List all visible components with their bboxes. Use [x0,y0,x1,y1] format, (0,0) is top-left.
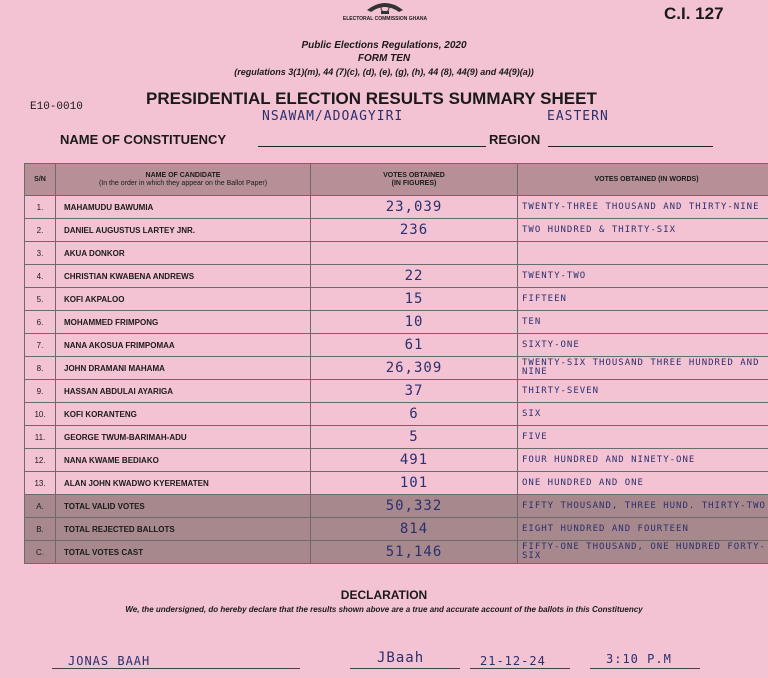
votes-figures: 50,332 [311,495,518,518]
votes-words: TEN [518,311,768,334]
header-sn: S/N [25,164,56,196]
declaration-text: We, the undersigned, do hereby declare that the results shown above are a true and accurate account of the ballots in this Constituency [125,605,643,614]
votes-words [518,242,768,265]
header-name-label: NAME OF CANDIDATE [145,171,221,179]
header-figures-label: VOTES OBTAINED [383,171,445,179]
header-name-sub: (In the order in which they appear on the Ballot Paper) [98,179,268,187]
candidate-name: NANA KWAME BEDIAKO [56,449,311,472]
row-sn: 3. [25,242,56,265]
votes-figures: 23,039 [311,196,518,219]
declaration-time: 3:10 P.M [606,652,672,666]
header-figures [311,164,518,196]
declaration-date: 21-12-24 [480,654,546,668]
votes-figures: 15 [311,288,518,311]
candidate-name: TOTAL VOTES CAST [56,541,311,564]
total-row [25,495,768,518]
candidate-name: KOFI AKPALOO [56,288,311,311]
row-sn: 10. [25,403,56,426]
votes-figures [311,242,518,265]
candidate-name: KOFI KORANTENG [56,403,311,426]
signatory-name: JONAS BAAH [68,654,151,668]
candidate-name: MAHAMUDU BAWUMIA [56,196,311,219]
votes-figures: 6 [311,403,518,426]
time-line [590,668,700,669]
row-sn: 4. [25,265,56,288]
candidate-name: CHRISTIAN KWABENA ANDREWS [56,265,311,288]
votes-words: FIVE [518,426,768,449]
signature-line [350,668,460,669]
votes-figures: 236 [311,219,518,242]
regulation-refs: (regulations 3(1)(m), 44 (7)(c), (d), (e), (g), (h), 44 (8), 44(9) and 44(9)(a)) [234,67,534,77]
candidate-name: GEORGE TWUM-BARIMAH-ADU [56,426,311,449]
signature: JBaah [377,650,425,666]
coat-of-arms-icon [363,0,407,14]
row-sn: 12. [25,449,56,472]
votes-words: TWENTY-SIX THOUSAND THREE HUNDRED AND NINE [518,357,768,380]
date-line [470,668,570,669]
votes-words: EIGHT HUNDRED AND FOURTEEN [518,518,768,541]
candidate-name: MOHAMMED FRIMPONG [56,311,311,334]
votes-words: THIRTY-SEVEN [518,380,768,403]
candidate-name: TOTAL VALID VOTES [56,495,311,518]
row-sn: C. [25,541,56,564]
votes-words: ONE HUNDRED AND ONE [518,472,768,495]
table-row [25,334,768,357]
table-row [25,380,768,403]
row-sn: 6. [25,311,56,334]
votes-words: FIFTY-ONE THOUSAND, ONE HUNDRED FORTY-SIX [518,541,768,564]
table-row [25,403,768,426]
table-row [25,288,768,311]
row-sn: A. [25,495,56,518]
header-figures-sub: (IN FIGURES) [391,179,437,187]
votes-words: TWO HUNDRED & THIRTY-SIX [518,219,768,242]
votes-figures: 5 [311,426,518,449]
row-sn: 9. [25,380,56,403]
results-table [24,163,768,564]
constituency-value: NSAWAM/ADOAGYIRI [262,109,404,124]
votes-words: FOUR HUNDRED AND NINETY-ONE [518,449,768,472]
votes-figures: 491 [311,449,518,472]
total-rows [25,495,768,564]
candidate-name: AKUA DONKOR [56,242,311,265]
votes-figures: 37 [311,380,518,403]
votes-figures: 26,309 [311,357,518,380]
votes-words: FIFTY THOUSAND, THREE HUND. THIRTY-TWO [518,495,768,518]
row-sn: 1. [25,196,56,219]
candidate-name: JOHN DRAMANI MAHAMA [56,357,311,380]
form-code: C.I. 127 [664,4,724,23]
name-line [52,668,300,669]
votes-words: FIFTEEN [518,288,768,311]
candidate-name: DANIEL AUGUSTUS LARTEY JNR. [56,219,311,242]
candidate-name: HASSAN ABDULAI AYARIGA [56,380,311,403]
votes-words: SIXTY-ONE [518,334,768,357]
declaration-title: DECLARATION [340,588,428,602]
header-words: VOTES OBTAINED (IN WORDS) [518,164,768,196]
candidate-name: NANA AKOSUA FRIMPOMAA [56,334,311,357]
table-header-row [25,164,768,196]
region-value: EASTERN [547,109,609,124]
region-label: REGION [489,132,541,147]
votes-words: TWENTY-THREE THOUSAND AND THIRTY-NINE [518,196,768,219]
votes-figures: 814 [311,518,518,541]
candidate-rows [25,196,768,495]
table-row [25,219,768,242]
table-row [25,426,768,449]
row-sn: 7. [25,334,56,357]
constituency-line [258,146,486,147]
votes-words: SIX [518,403,768,426]
region-line [548,146,713,147]
votes-words: TWENTY-TWO [518,265,768,288]
form-name: FORM TEN [357,53,411,64]
regulation-title: Public Elections Regulations, 2020 [301,40,467,51]
total-row [25,541,768,564]
header-name [56,164,311,196]
row-sn: B. [25,518,56,541]
constituency-label: NAME OF CONSTITUENCY [60,132,227,147]
table-row [25,472,768,495]
row-sn: 13. [25,472,56,495]
votes-figures: 10 [311,311,518,334]
table-row [25,311,768,334]
sheet-code: E10-0010 [30,101,83,113]
votes-figures: 51,146 [311,541,518,564]
row-sn: 8. [25,357,56,380]
table-row [25,196,768,219]
commission-name: ELECTORAL COMMISSION GHANA [342,16,428,22]
row-sn: 5. [25,288,56,311]
candidate-name: ALAN JOHN KWADWO KYEREMATEN [56,472,311,495]
table-row [25,242,768,265]
total-row [25,518,768,541]
table-row [25,265,768,288]
row-sn: 2. [25,219,56,242]
table-row [25,449,768,472]
candidate-name: TOTAL REJECTED BALLOTS [56,518,311,541]
votes-figures: 101 [311,472,518,495]
row-sn: 11. [25,426,56,449]
votes-figures: 61 [311,334,518,357]
page-title: PRESIDENTIAL ELECTION RESULTS SUMMARY SHEET [146,89,597,108]
table-row [25,357,768,380]
votes-figures: 22 [311,265,518,288]
